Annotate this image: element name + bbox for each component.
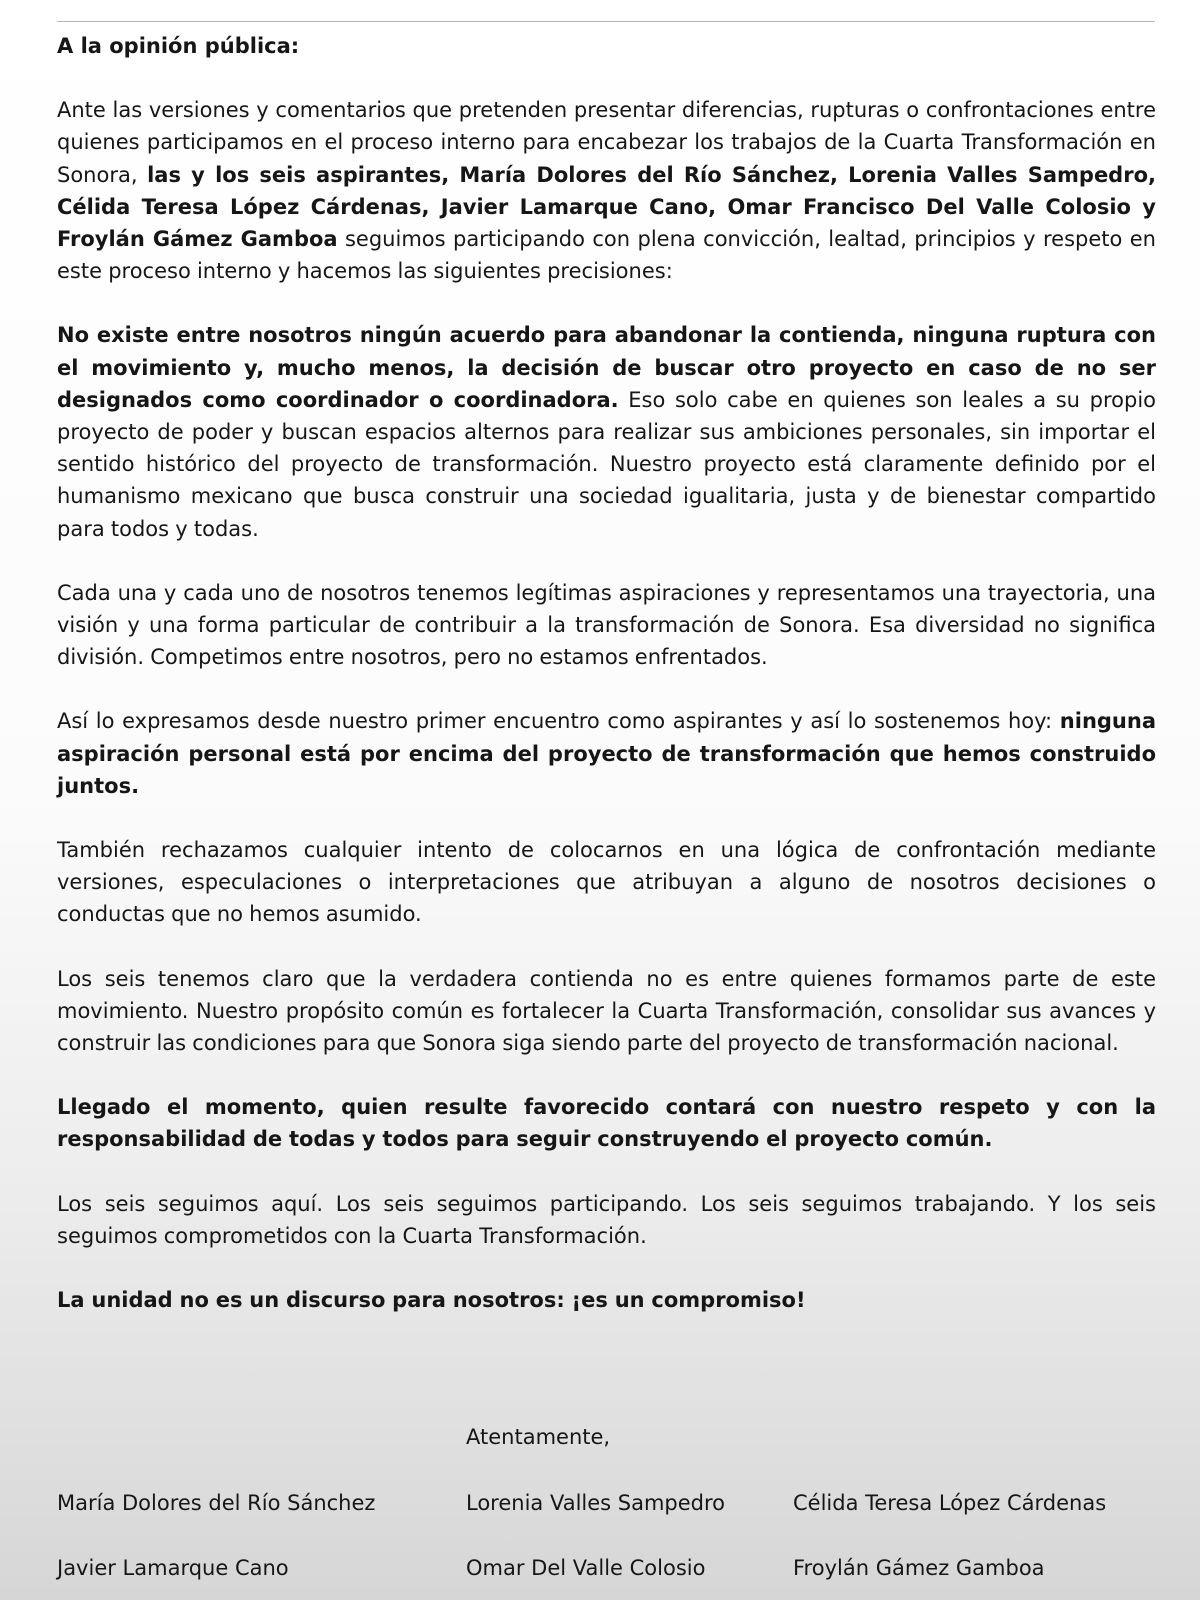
paragraph-2-rest: Eso solo cabe en quienes son leales a su propio proyecto de poder y buscan espacios alternos para realizar sus ambiciones personales, sin importar el sentido histórico del proyecto de transformación. Nuestro proyecto está claramente definido por el humanismo mexicano que busca construir una sociedad igualitaria, justa y de bienestar compartido para todos y todas. <box>57 387 1157 541</box>
paragraph-9: La unidad no es un discurso para nosotros: ¡es un compromiso! <box>57 1288 806 1313</box>
paragraph-4-intro: Así lo expresamos desde nuestro primer encuentro como aspirantes y así lo sostenemos hoy: <box>57 709 1060 734</box>
paragraph-2 <box>57 319 1156 544</box>
top-divider <box>57 21 1155 22</box>
paragraph-2-statement: No existe entre nosotros ningún acuerdo para abandonar la contienda, ninguna ruptura con el movimiento y, mucho menos, la decisión de buscar otro proyecto en caso de no ser designados como coordinador o coordinadora. <box>57 323 1156 412</box>
paragraph-1-intro: Ante las versiones y comentarios que pretenden presentar diferencias, rupturas o confrontaciones entre quienes participamos en el proceso interno para encabezar los trabajos de la Cuarta Transformación en Sonora, <box>57 98 1156 187</box>
signatory-name: Omar Del Valle Colosio <box>466 1556 706 1580</box>
paragraph-4 <box>57 705 1156 802</box>
paragraph-1-rest: seguimos participando con plena convicción, lealtad, principios y respeto en este proceso interno y hacemos las siguientes precisiones: <box>57 227 1156 284</box>
closing: Atentamente, <box>466 1425 611 1449</box>
signatory-name: Javier Lamarque Cano <box>57 1556 289 1580</box>
paragraph-8: Los seis seguimos aquí. Los seis seguimos participando. Los seis seguimos trabajando. Y los seis seguimos comprometidos con la Cuarta Transformación. <box>57 1191 1156 1248</box>
paragraph-5: También rechazamos cualquier intento de colocarnos en una lógica de confrontación mediante versiones, especulaciones o interpretaciones que atribuyan a alguno de nosotros decisiones o conductas que no hemos asumido. <box>57 838 1156 927</box>
letter-body <box>57 30 1156 1348</box>
signatory-name: María Dolores del Río Sánchez <box>57 1491 376 1515</box>
signatory-name: Froylán Gámez Gamboa <box>793 1556 1045 1580</box>
paragraph-7: Llegado el momento, quien resulte favorecido contará con nuestro respeto y con la responsabilidad de todas y todos para seguir construyendo el proyecto común. <box>57 1095 1156 1152</box>
signatory-name: Lorenia Valles Sampedro <box>466 1491 726 1515</box>
paragraph-3: Cada una y cada uno de nosotros tenemos legítimas aspiraciones y representamos una trayectoria, una visión y una forma particular de contribuir a la transformación de Sonora. Esa diversidad no significa división. Competimos entre nosotros, pero no estamos enfrentados. <box>57 580 1156 670</box>
paragraph-6: Los seis tenemos claro que la verdadera contienda no es entre quienes formamos parte de este movimiento. Nuestro propósito común es fortalecer la Cuarta Transformación, consolidar sus avances y construir las condiciones para que Sonora siga siendo parte del proyecto de transformación nacional. <box>57 966 1156 1056</box>
signatory-name: Célida Teresa López Cárdenas <box>793 1491 1107 1515</box>
salutation: A la opinión pública: <box>57 34 300 58</box>
paragraph-1 <box>57 94 1156 287</box>
paragraph-1-aspirants: las y los seis aspirantes, María Dolores del Río Sánchez, Lorenia Valles Sampedro, Célida Teresa López Cárdenas, Javier Lamarque Cano, Omar Francisco Del Valle Colosio y Froylán Gámez Gamboa <box>57 162 1156 252</box>
paragraph-4-statement: ninguna aspiración personal está por encima del proyecto de transformación que hemos construido juntos. <box>57 709 1156 798</box>
